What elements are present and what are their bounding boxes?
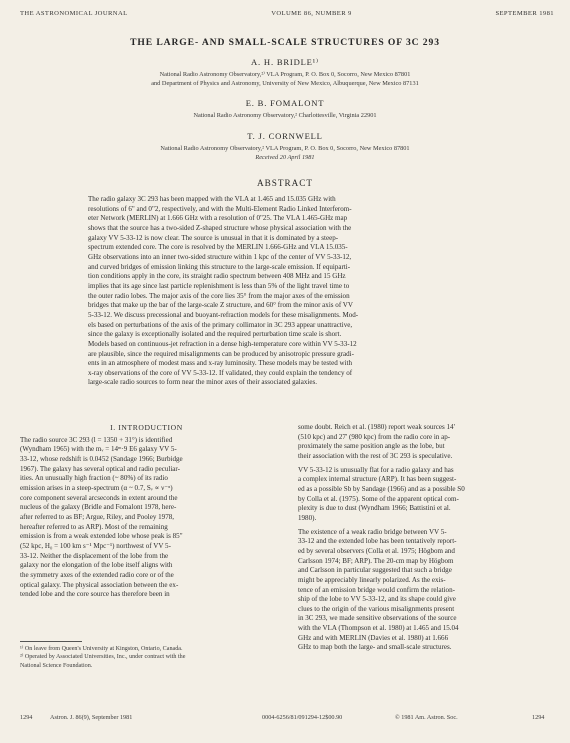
text-line: x-ray observations of the core of VV 5-33-12. If validated, they could explain the tendency of [88, 368, 353, 377]
text-line: a complex internal structure (ARP). It has been suggest- [298, 475, 457, 484]
journal-reference: Astron. J. 86(9), September 1981 [50, 714, 133, 721]
text-line: Models based on continuous-jet refraction in a dense high-temperature core within VV 5-33-12 [88, 339, 357, 348]
text-line: GHz to map both the large- and small-scale structures. [298, 643, 452, 652]
author-affiliation [0, 70, 570, 88]
author-name: T. J. CORNWELL [247, 131, 323, 141]
issue-date: SEPTEMBER 1981 [495, 10, 554, 17]
affiliation-line: National Radio Astronomy Observatory,² Charlottesville, Virginia 22901 [193, 112, 377, 119]
text-line: (Wyndham 1965) with the mᵥ = 14ᵐ·9 E6 galaxy VV 5- [20, 445, 177, 454]
page-number-left: 1294 [20, 714, 33, 721]
text-line: implies that its age since last particle replenishment is less than 5% of the light travel time to [88, 281, 350, 290]
paper-title: THE LARGE- AND SMALL-SCALE STRUCTURES OF 3C 293 [130, 37, 440, 48]
text-line: shows that the source has a two-sided Z-shaped structure whose physical association with the [88, 223, 352, 232]
text-line: with the VLA (Thompson et al. 1980) at 1.465 and 15.04 [298, 624, 459, 633]
text-line: National Science Foundation. [20, 662, 93, 669]
text-line: plexity is due to dust (Wyndham 1966; Battistini et al. [298, 504, 451, 513]
paragraph [298, 528, 551, 654]
text-line: ed as a possible Sb by Sandage (1966) and as a possible S0 [298, 484, 465, 493]
text-line: nucleus of the galaxy (Bridle and Fomalont 1978, here- [20, 503, 177, 512]
text-line: the outer radio lobes. The major axis of the core lies 35° from the major axes of the emission [88, 291, 350, 300]
received-date: Received 20 April 1981 [255, 154, 315, 161]
text-line: by Colla et al. (1975). Some of the apparent optical com- [298, 494, 459, 503]
text-line: 33-12. Neither the displacement of the lobe from the [20, 551, 169, 560]
text-line: since the galaxy is exceptionally isolated and the required perturbation time scale is short. [88, 330, 342, 339]
text-line: ents in an atmosphere of modest mass and x-ray luminosity. These models may be tested with [88, 359, 353, 368]
author-affiliation [0, 111, 570, 120]
author-name: E. B. FOMALONT [245, 98, 325, 108]
text-line: VV 5-33-12 is unusually flat for a radio galaxy and has [298, 465, 454, 474]
text-line: bridges that make up the bar of the large-scale Z structure, and 60° from the minor axis of VV [88, 301, 353, 310]
text-line: resolutions of 6" and 0"2, respectively, and with the Multi-Element Radio Linked Interferom- [88, 204, 352, 213]
page-number-right: 1294 [532, 714, 545, 721]
text-line: tion conditions apply in the core, its straight radio spectrum between 408 MHz and 15 GHz [88, 272, 346, 281]
text-line: large-scale radio sources to form near the minor axes of their associated galaxies. [88, 378, 317, 387]
abstract-heading: ABSTRACT [257, 178, 313, 188]
text-line: ities. An unusually high fraction (~ 80%) of its radio [20, 474, 168, 483]
text-line: proximately the same position angle as the lobe, but [298, 442, 445, 451]
text-line: optical galaxy. The physical association between the ex- [20, 580, 179, 589]
text-line: ²⁾ Operated by Associated Universities, Inc., under contract with the [20, 654, 186, 661]
text-line: 5-33-12. We discuss precessional and buoyant-refraction models for these misalignments. Mod- [88, 310, 359, 319]
text-line: their association with the rest of 3C 293 is speculative. [298, 451, 453, 460]
author-name: A. H. BRIDLE¹⁾ [251, 57, 319, 67]
paragraph [298, 423, 551, 462]
volume-number: VOLUME 86, NUMBER 9 [271, 10, 352, 17]
affiliation-line: National Radio Astronomy Observatory,²⁾ VLA Program, P. O. Box 0, Socorro, New Mexico 87801 [159, 71, 411, 78]
copyright: © 1981 Am. Astron. Soc. [395, 714, 458, 721]
text-line: spectrum extended core. The core is resolved by the MERLIN 1.666-GHz and VLA 15.035- [88, 243, 348, 252]
journal-name: THE ASTRONOMICAL JOURNAL [20, 10, 128, 17]
text-line: GHz observations into an inner two-sided structure within 1 kpc of the center of VV 5-33-12, [88, 252, 352, 261]
affiliation-line: and Department of Physics and Astronomy, University of New Mexico, Albuquerque, New Mexico 87131 [151, 80, 419, 87]
text-line: the symmetry axes of the extended radio core or of the [20, 570, 174, 579]
text-line: eter Network (MERLIN) at 1.666 GHz with a resolution of 0"25. The VLA 1.465-GHz map [88, 214, 348, 223]
text-line: clues to the origin of the various misalignments present [298, 604, 455, 613]
text-line: some doubt. Reich et al. (1980) report weak sources 14' [298, 423, 455, 431]
text-line: are plausible, since the required misalignments can be produced by anisotropic pressure gradi- [88, 349, 354, 358]
text-line: ship of the lobe to VV 5-33-12, and its shape could give [298, 595, 456, 604]
text-line: The radio source 3C 293 (l = 1350 + 31°) is identified [20, 435, 173, 444]
paragraph [298, 466, 551, 524]
text-line: core component several arcseconds in extent around the [20, 493, 178, 502]
text-line: (52 kpc, H₀ = 100 km s⁻¹ Mpc⁻¹) northwest of VV 5- [20, 541, 171, 550]
text-line: hereafter referred to as ARP). Most of the remaining [20, 522, 168, 531]
section-heading: I. INTRODUCTION [110, 423, 183, 432]
text-line: GHz and with MERLIN (Davies et al. 1980) at 1.666 [298, 633, 449, 642]
text-line: The existence of a weak radio bridge between VV 5- [298, 527, 447, 536]
text-line: might be appreciably linearly polarized. As the exis- [298, 575, 446, 584]
abstract-body [88, 195, 500, 388]
running-head [20, 10, 554, 17]
text-line: tended lobe and the core source has therefore been in [20, 590, 170, 599]
text-line: after referred to as BF; Argue, Riley, and Pooley 1978, [20, 512, 175, 521]
text-line: galaxy nor the elongation of the lobe itself aligns with [20, 561, 173, 570]
article-code: 0004-6256/81/091294-12$00.90 [262, 714, 343, 721]
affiliation-line: National Radio Astronomy Observatory,² VLA Program, P. O. Box 0, Socorro, New Mexico 87801 [160, 145, 410, 152]
text-line: els based on perturbations of the axis of the primary collimator in 3C 293 appear unattractive, [88, 320, 353, 329]
intro-paragraph [20, 436, 273, 600]
author-affiliation [0, 144, 570, 162]
footnotes [20, 645, 273, 670]
text-line: ed by several observers (Colla et al. 1975; Högbom and [298, 546, 455, 555]
left-column [20, 423, 273, 600]
text-line: tence of an emission bridge would confirm the relation- [298, 585, 455, 594]
text-line: The radio galaxy 3C 293 has been mapped with the VLA at 1.465 and 15.035 GHz with [88, 195, 336, 203]
text-line: (510 kpc) and 27' (980 kpc) from the radio core in ap- [298, 432, 451, 441]
text-line: Carlsson 1974; BF; ARP). The 20-cm map by Högbom [298, 556, 454, 565]
text-line: 1967). The galaxy has several optical and radio peculiar- [20, 464, 180, 473]
text-line: 33-12, whose redshift is 0.0452 (Sandage 1966; Burbidge [20, 454, 183, 463]
text-line: 1980). [298, 513, 317, 522]
text-line: ¹⁾ On leave from Queen's University at Kingston, Ontario, Canada. [20, 646, 183, 652]
text-line: and Carlsson in particular suggested that such a bridge [298, 566, 452, 575]
text-line: and curved bridges of emission linking this structure to the large-scale emission. If equiparti- [88, 262, 351, 271]
text-line: emission arises in a steep-spectrum (α ~ 0.7, Sᵥ ∝ ν⁻ᵅ) [20, 483, 173, 492]
right-column [298, 423, 551, 653]
footnote-rule [20, 641, 82, 642]
text-line: 33-12 and the extended lobe has been tentatively report- [298, 537, 457, 546]
text-line: galaxy VV 5-33-12 is now clear. The source is unusual in that it is dominated by a steep- [88, 233, 339, 242]
text-line: in 3C 293, we made sensitive observations of the source [298, 614, 457, 623]
text-line: emission is from a weak extended lobe whose peak is 85" [20, 532, 183, 541]
